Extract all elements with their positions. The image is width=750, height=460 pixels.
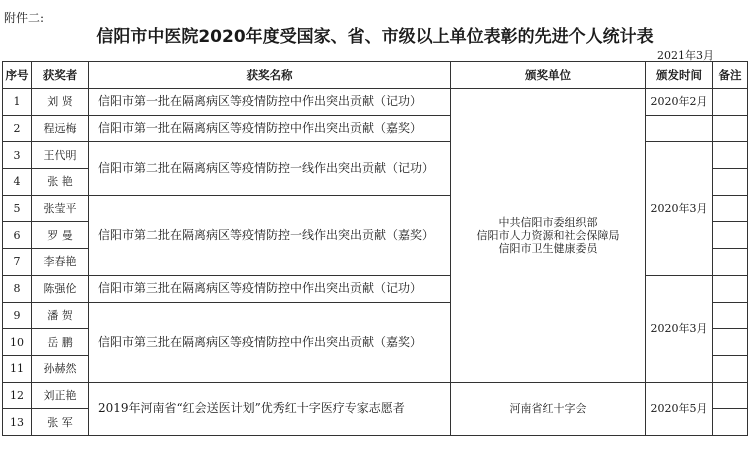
note-cell [713,222,748,249]
page-title: 信阳市中医院2020年度受国家、省、市级以上单位表彰的先进个人统计表 [96,27,654,47]
row-no: 3 [3,142,32,169]
table-row [3,89,748,116]
award-unit: 河南省红十字会 [451,382,646,435]
award-name: 信阳市第二批在隔离病区等疫情防控一线作出突出贡献（记功） [89,142,451,195]
row-no: 13 [3,409,32,436]
award-name: 信阳市第一批在隔离病区等疫情防控中作出突出贡献（嘉奖） [89,115,451,142]
winner-name: 刘正艳 [32,382,89,409]
row-no: 1 [3,89,32,116]
header-award: 获奖名称 [89,62,451,89]
header-note: 备注 [713,62,748,89]
table-date: 2021年3月 [657,49,714,62]
note-cell [713,275,748,302]
row-no: 7 [3,249,32,276]
winner-name: 孙赫然 [32,355,89,382]
winner-name: 潘 贺 [32,302,89,329]
table-row [3,382,748,409]
row-no: 5 [3,195,32,222]
note-cell [713,115,748,142]
note-cell [713,142,748,169]
note-cell [713,409,748,436]
header-no: 序号 [3,62,32,89]
award-time [646,115,713,142]
attachment-label: 附件二: [4,11,45,25]
row-no: 2 [3,115,32,142]
award-name: 信阳市第一批在隔离病区等疫情防控中作出突出贡献（记功） [89,89,451,116]
winner-name: 程远梅 [32,115,89,142]
note-cell [713,249,748,276]
note-cell [713,169,748,196]
award-name: 信阳市第三批在隔离病区等疫情防控中作出突出贡献（记功） [89,275,451,302]
header-time: 颁发时间 [646,62,713,89]
note-cell [713,382,748,409]
row-no: 11 [3,355,32,382]
winner-name: 陈强伦 [32,275,89,302]
table-header-row [3,62,748,89]
award-table [2,61,748,436]
award-name: 2019年河南省“红会送医计划”优秀红十字医疗专家志愿者 [89,382,451,435]
row-no: 12 [3,382,32,409]
row-no: 9 [3,302,32,329]
award-name: 信阳市第二批在隔离病区等疫情防控一线作出突出贡献（嘉奖） [89,195,451,275]
winner-name: 罗 曼 [32,222,89,249]
award-unit-line: 中共信阳市委组织部 [498,215,598,229]
award-time: 2020年3月 [646,275,713,382]
award-unit-line: 信阳市人力资源和社会保障局 [476,228,620,242]
winner-name: 王代明 [32,142,89,169]
award-time: 2020年3月 [646,142,713,275]
winner-name: 刘 贤 [32,89,89,116]
row-no: 6 [3,222,32,249]
winner-name: 张莹平 [32,195,89,222]
award-unit [451,89,646,383]
note-cell [713,195,748,222]
winner-name: 李春艳 [32,249,89,276]
note-cell [713,302,748,329]
winner-name: 张 军 [32,409,89,436]
winner-name: 张 艳 [32,169,89,196]
award-time: 2020年5月 [646,382,713,435]
header-winner: 获奖者 [32,62,89,89]
award-unit-line: 信阳市卫生健康委员 [498,241,598,255]
row-no: 8 [3,275,32,302]
note-cell [713,355,748,382]
award-name: 信阳市第三批在隔离病区等疫情防控中作出突出贡献（嘉奖） [89,302,451,382]
row-no: 10 [3,329,32,356]
header-unit: 颁奖单位 [451,62,646,89]
winner-name: 岳 鹏 [32,329,89,356]
award-time: 2020年2月 [646,89,713,116]
note-cell [713,89,748,116]
note-cell [713,329,748,356]
row-no: 4 [3,169,32,196]
